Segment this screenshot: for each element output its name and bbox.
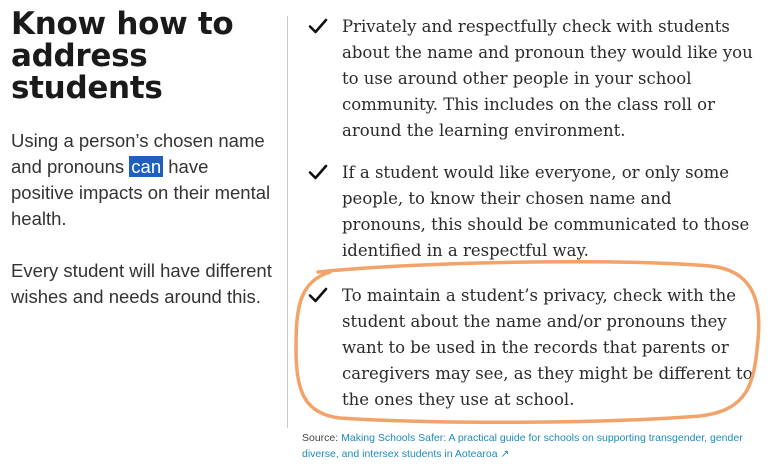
title-line-3: students bbox=[11, 70, 163, 106]
source-label: Source: bbox=[302, 432, 342, 444]
page-title bbox=[11, 8, 273, 104]
checkmark-icon bbox=[308, 285, 328, 305]
intro-paragraph-2: Every student will have different wishes and needs around this. bbox=[11, 260, 272, 307]
title-line-2: address bbox=[11, 38, 148, 74]
selected-word-highlight: can bbox=[131, 156, 162, 177]
left-column bbox=[11, 8, 273, 336]
intro-text bbox=[11, 128, 273, 310]
checklist-item-1 bbox=[308, 14, 758, 144]
source-citation bbox=[302, 430, 762, 462]
checklist-item-3 bbox=[308, 283, 758, 413]
external-link-icon: ↗ bbox=[500, 448, 510, 460]
checkmark-icon bbox=[308, 162, 328, 182]
checklist-item-text: If a student would like everyone, or only some people, to know their chosen name and pronouns, this should be communicated to those identified in a respectful way. bbox=[342, 163, 750, 260]
intro-text-start: Using a person’s chosen name and pronouns bbox=[11, 130, 265, 177]
checklist-item-2 bbox=[308, 160, 758, 264]
intro-paragraph-1 bbox=[11, 128, 273, 232]
intro-text-end: have positive impacts on their mental health. bbox=[11, 156, 271, 229]
checklist-item-text: To maintain a student’s privacy, check with the student about the name and/or pronouns they want to be used in the records that parents or caregivers may see, as they might be different to the ones they use at school. bbox=[342, 286, 753, 409]
column-divider bbox=[287, 16, 288, 428]
source-link[interactable] bbox=[302, 432, 743, 460]
checkmark-icon bbox=[308, 16, 328, 36]
checklist-item-text: Privately and respectfully check with students about the name and pronoun they would like you to use around other people in your school community. This includes on the class roll or around the learning environment. bbox=[342, 17, 753, 140]
title-line-1: Know how to bbox=[11, 6, 234, 42]
source-link-text: Making Schools Safer: A practical guide for schools on supporting transgender, gender diverse, and intersex students in Aotearoa bbox=[302, 432, 743, 460]
